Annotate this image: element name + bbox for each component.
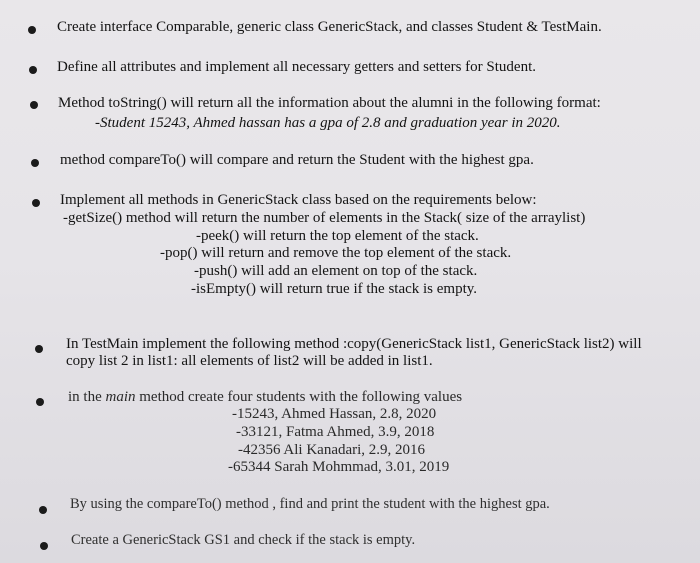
bullet-dot xyxy=(32,199,40,207)
bullet-7-text xyxy=(68,388,462,406)
bullet-3-example: -Student 15243, Ahmed hassan has a gpa of 2.8 and graduation year in 2020. xyxy=(95,115,561,131)
bullet-1-text: Create interface Comparable, generic class GenericStack, and classes Student & TestMain. xyxy=(57,19,602,35)
bullet-8-text: By using the compareTo() method , find and print the student with the highest gpa. xyxy=(70,496,550,512)
bullet-7-main-word: main xyxy=(105,389,136,405)
bullet-5-getsize: -getSize() method will return the number of elements in the Stack( size of the arraylist) xyxy=(63,210,586,226)
bullet-2-text: Define all attributes and implement all necessary getters and setters for Student. xyxy=(57,59,537,75)
bullet-5-pop: -pop() will return and remove the top element of the stack. xyxy=(160,245,512,261)
bullet-7-suffix: method create four students with the following values xyxy=(135,389,463,405)
bullet-5-peek: -peek() will return the top element of the stack. xyxy=(196,228,479,244)
bullet-9-text: Create a GenericStack GS1 and check if the stack is empty. xyxy=(71,532,416,548)
student-row-2: -33121, Fatma Ahmed, 3.9, 2018 xyxy=(236,424,435,440)
bullet-dot xyxy=(29,66,37,74)
bullet-4-text: method compareTo() will compare and return the Student with the highest gpa. xyxy=(60,152,534,168)
bullet-6-text-cont: copy list 2 in list1: all elements of list2 will be added in list1. xyxy=(66,353,433,369)
bullet-5-push: -push() will add an element on top of the stack. xyxy=(194,263,478,279)
bullet-3-text: Method toString() will return all the information about the alumni in the following format: xyxy=(58,95,601,111)
student-row-4: -65344 Sarah Mohmmad, 3.01, 2019 xyxy=(228,459,450,475)
bullet-7-prefix: in the xyxy=(68,389,106,405)
bullet-dot xyxy=(28,26,36,34)
bullet-dot xyxy=(35,345,43,353)
bullet-dot xyxy=(39,506,47,514)
bullet-5-text: Implement all methods in GenericStack class based on the requirements below: xyxy=(60,192,537,208)
bullet-5-isempty: -isEmpty() will return true if the stack is empty. xyxy=(191,281,478,297)
bullet-dot xyxy=(40,542,48,550)
student-row-1: -15243, Ahmed Hassan, 2.8, 2020 xyxy=(232,406,437,422)
bullet-6-text: In TestMain implement the following method :copy(GenericStack list1, GenericStack list2) will xyxy=(66,336,642,352)
student-row-3: -42356 Ali Kanadari, 2.9, 2016 xyxy=(238,442,426,458)
bullet-dot xyxy=(31,159,39,167)
bullet-dot xyxy=(36,398,44,406)
bullet-dot xyxy=(30,101,38,109)
